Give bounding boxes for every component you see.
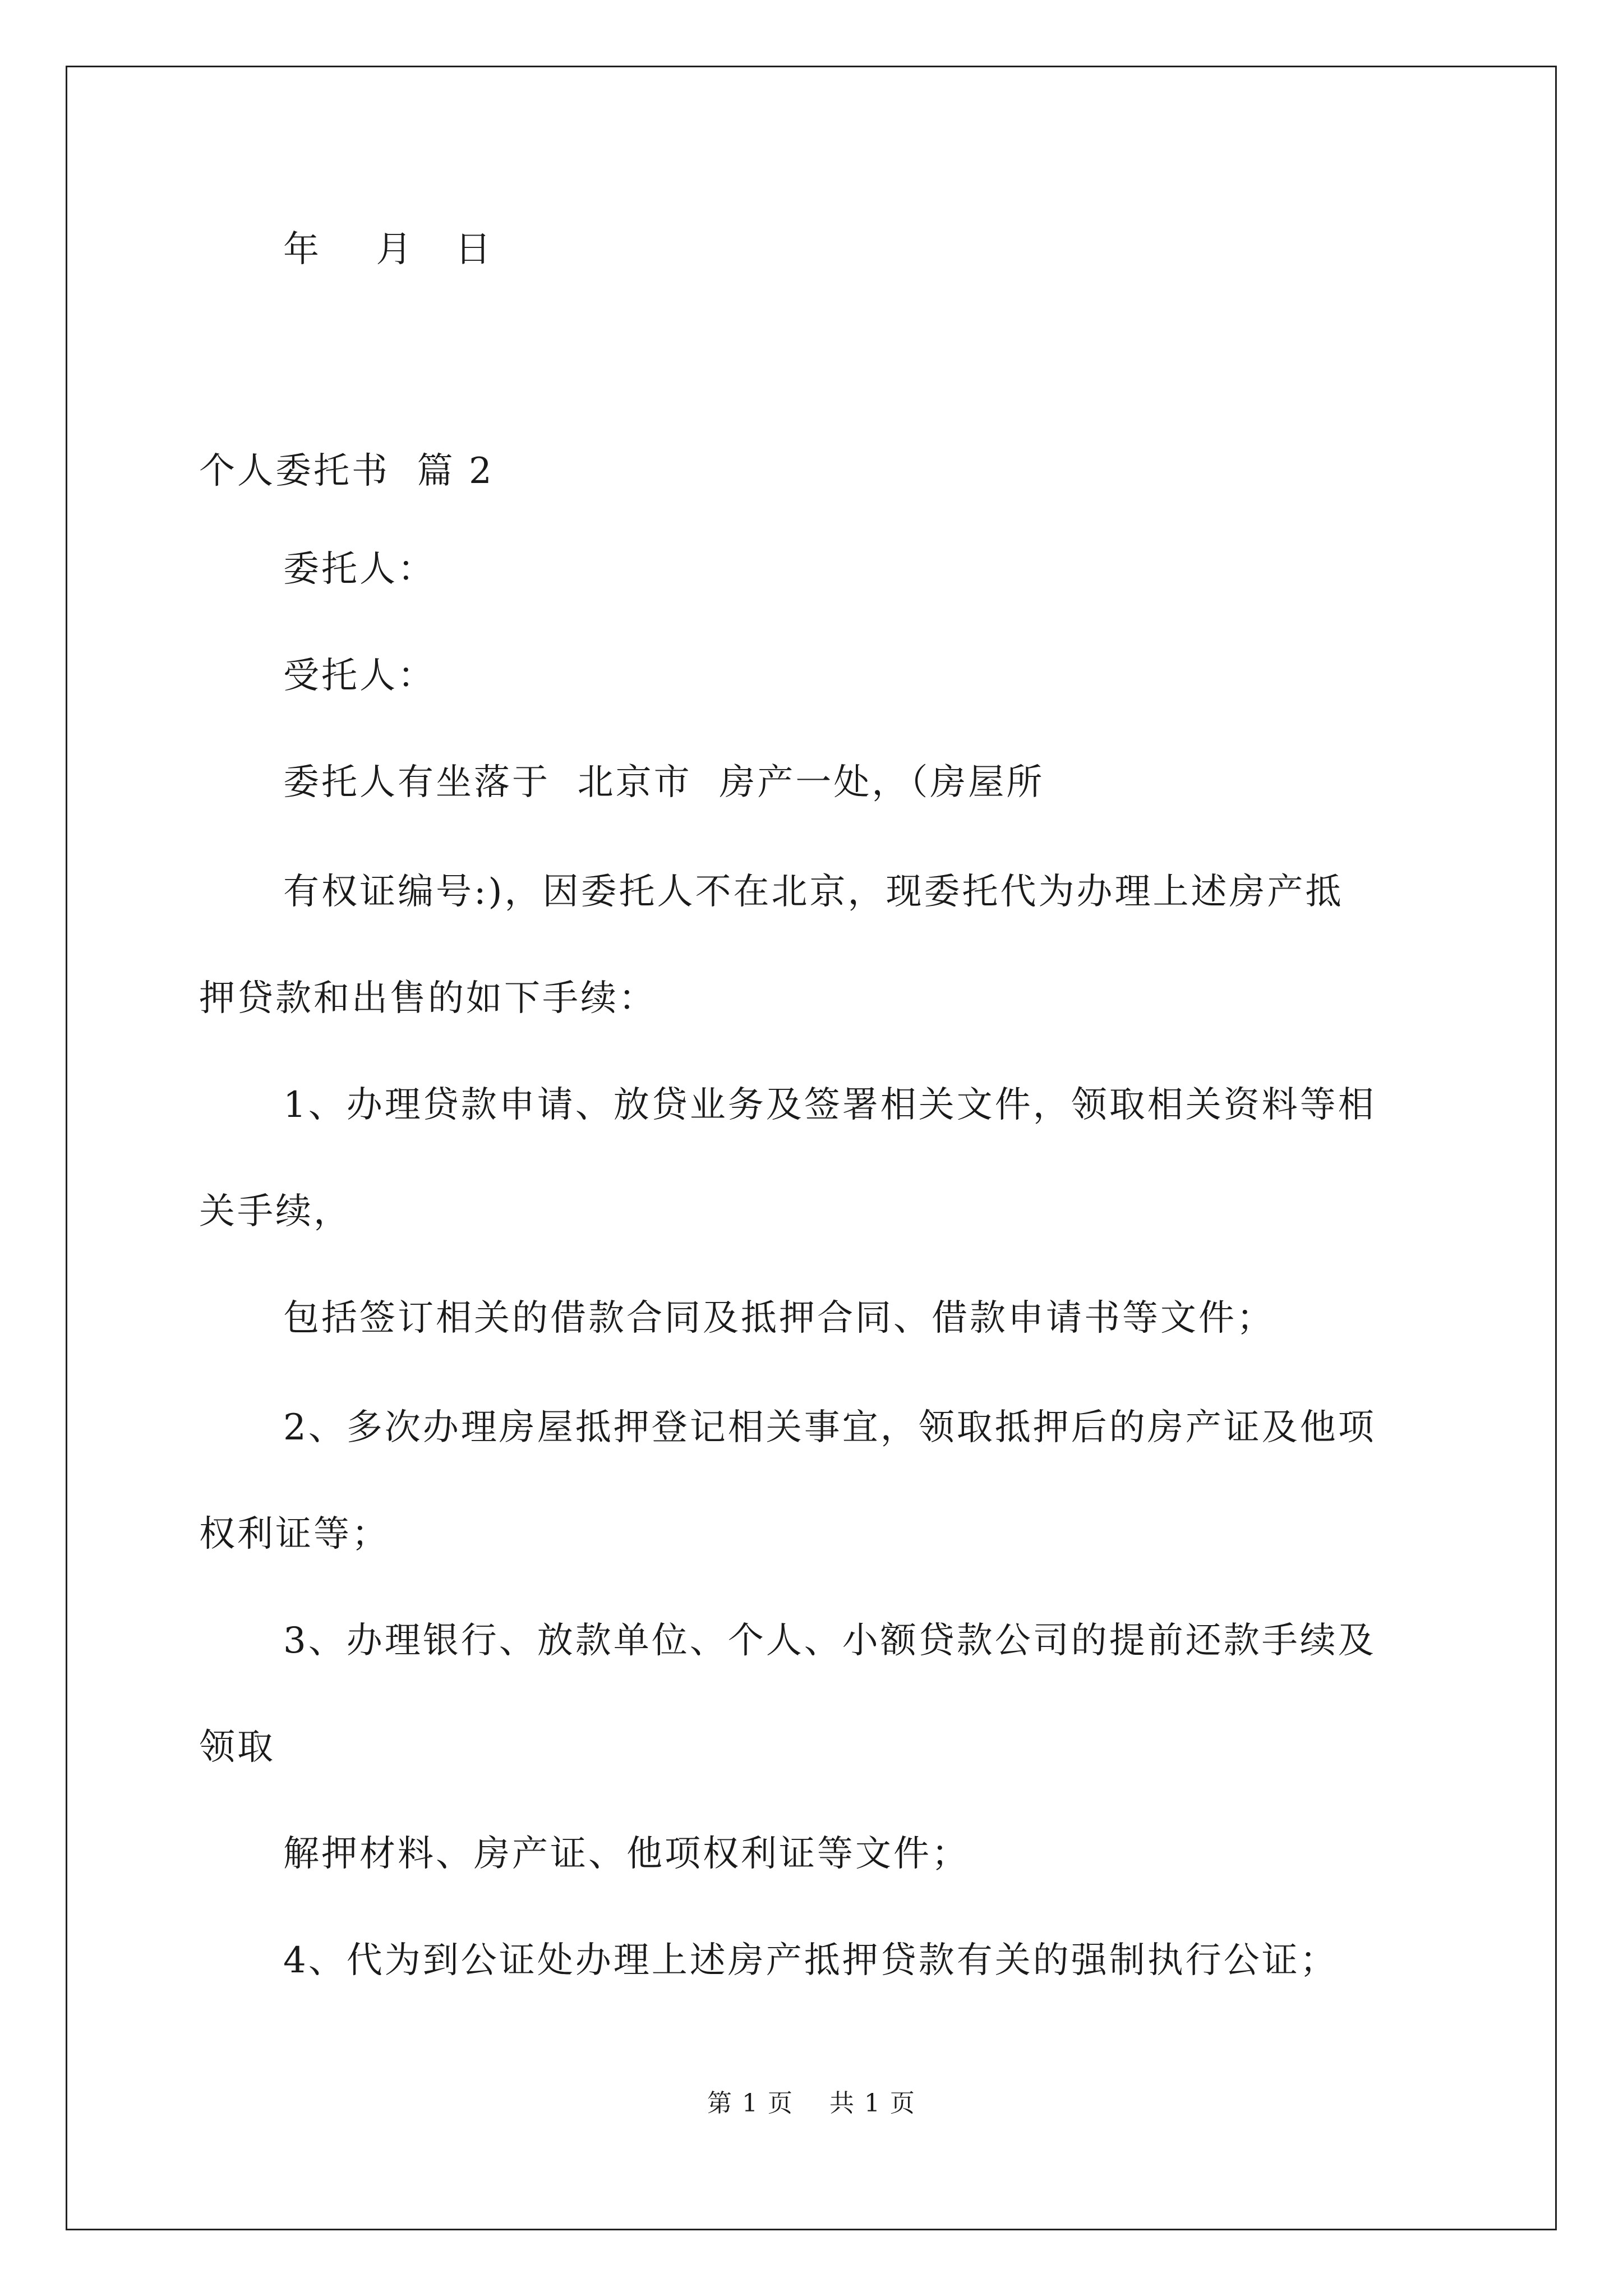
paragraph-property: 委托人有坐落于 北京市 房产一处，（房屋所 — [283, 762, 1045, 803]
paragraph-certificate-cont: 押贷款和出售的如下手续： — [199, 978, 657, 1019]
list-item-1-detail: 包括签订相关的借款合同及抵押合同、借款申请书等文件； — [283, 1297, 1275, 1339]
list-item-3-detail: 解押材料、房产证、他项权利证等文件； — [283, 1833, 970, 1875]
list-item-4: 4、代为到公证处办理上述房产抵押贷款有关的强制执行公证； — [283, 1940, 1338, 1981]
paragraph-agent: 受托人： — [283, 655, 436, 697]
page-border — [66, 66, 1557, 2230]
list-item-2-cont: 权利证等； — [199, 1513, 390, 1555]
list-item-1-cont: 关手续， — [199, 1191, 352, 1232]
list-item-3: 3、办理银行、放款单位、个人、小额贷款公司的提前还款手续及 — [283, 1620, 1376, 1662]
page-indicator: 第 1 页 共 1 页 — [707, 2089, 916, 2118]
list-item-1: 1、办理贷款申请、放贷业务及签署相关文件，领取相关资料等相 — [283, 1084, 1376, 1126]
paragraph-certificate: 有权证编号:)，因委托人不在北京，现委托代为办理上述房产抵 — [283, 871, 1344, 913]
list-item-3-cont: 领取 — [199, 1727, 275, 1768]
section-title: 个人委托书 篇 2 — [199, 450, 494, 492]
paragraph-principal: 委托人： — [283, 549, 436, 590]
date-line: 年 月 日 — [283, 229, 494, 270]
list-item-2: 2、多次办理房屋抵押登记相关事宜，领取抵押后的房产证及他项 — [283, 1407, 1376, 1448]
